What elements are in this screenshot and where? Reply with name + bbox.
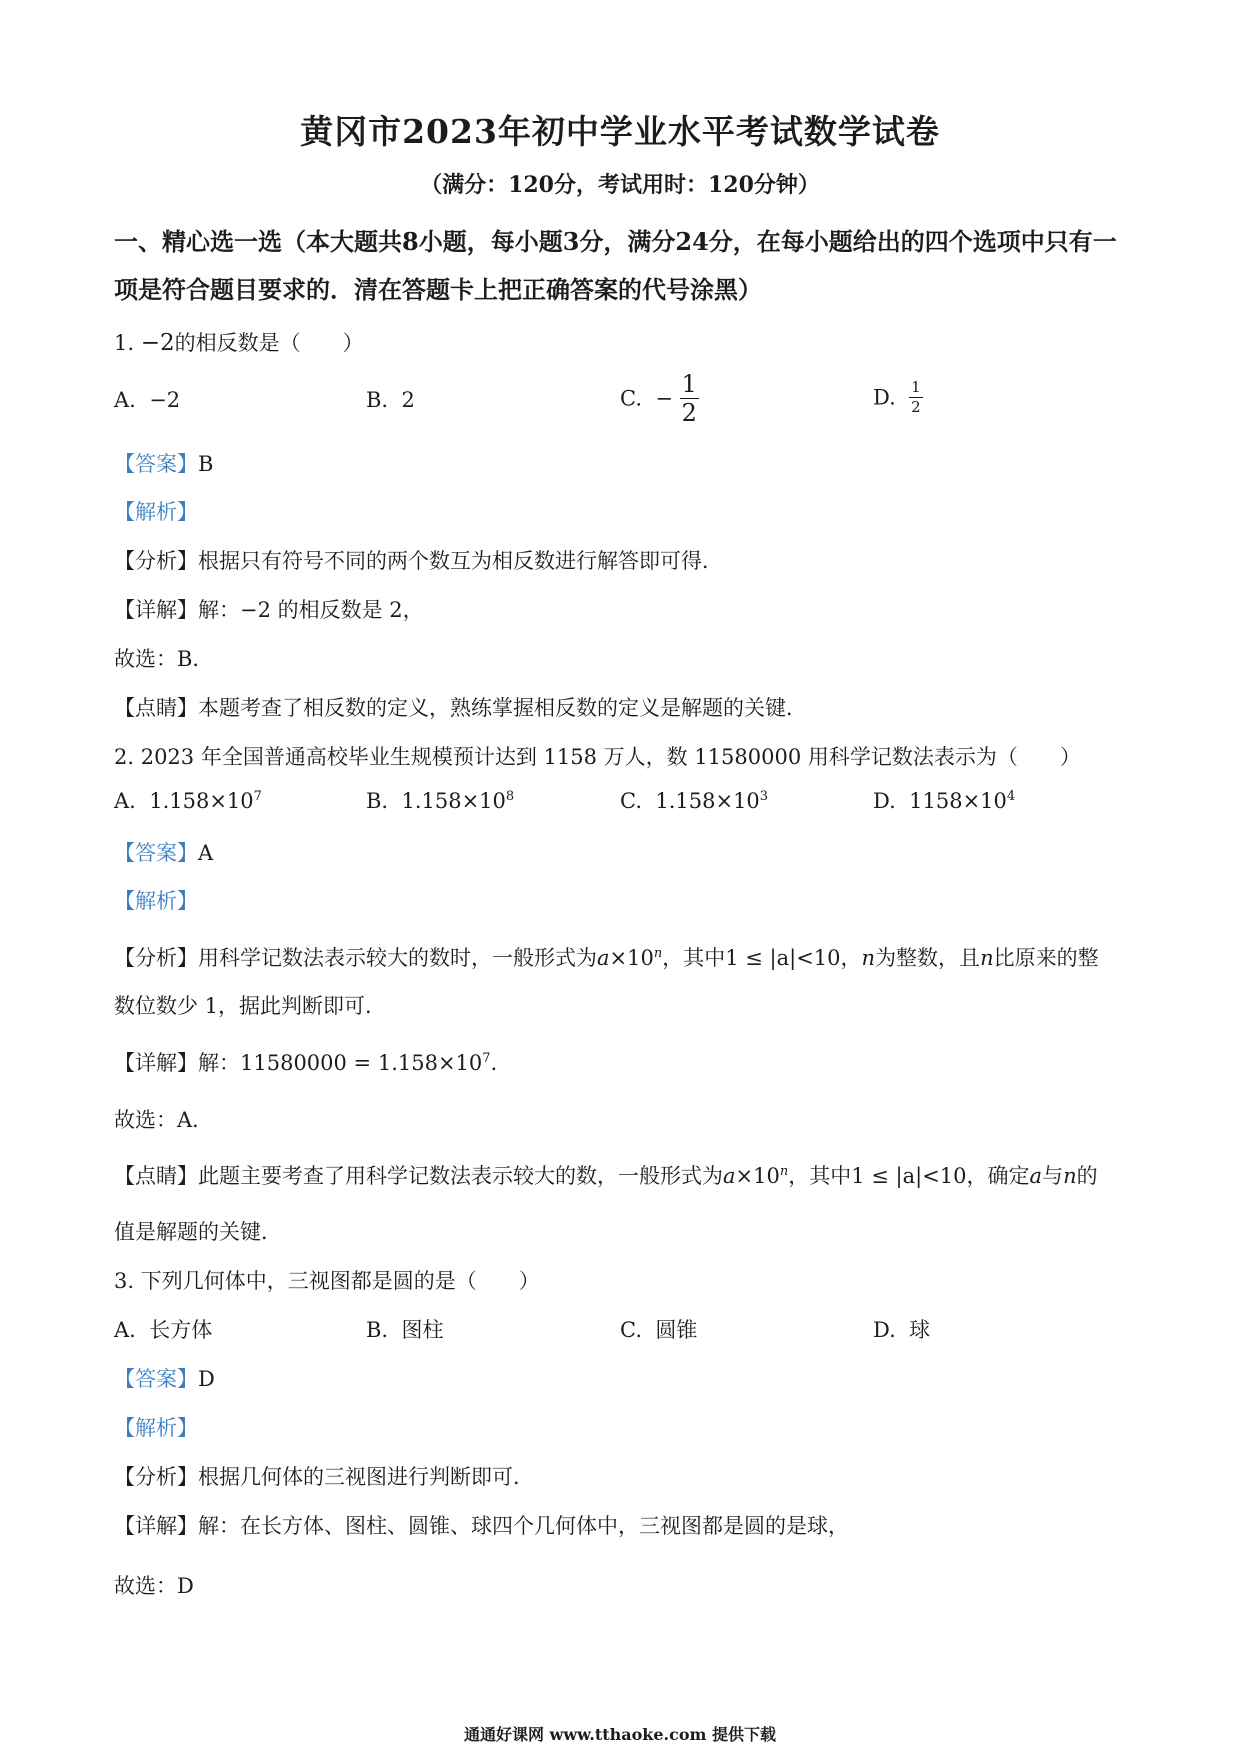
q3-choice: 故选：D: [114, 1574, 194, 1598]
q1-expression: −2: [140, 330, 175, 356]
q3-answer: 【答案】D: [114, 1367, 215, 1391]
q3-detail: 【详解】解：在长方体、图柱、圆锥、球四个几何体中，三视图都是圆的是球，: [114, 1514, 849, 1538]
q1-option-a: A. −2: [114, 388, 181, 412]
q1-jiexi: 【解析】: [114, 500, 198, 524]
q2-detail: 【详解】解：$11580000 = 1.158\times 10^7$．: [114, 1051, 512, 1075]
q1-option-b: B. 2: [366, 388, 415, 412]
q3-jiexi: 【解析】: [114, 1416, 198, 1440]
q2-comment: 【点睛】此题主要考查了用科学记数法表示较大的数，一般形式为$a\times 10^n$，其中1 ≤ |a|<10，确定a与n的: [114, 1164, 1098, 1188]
q1-stem: [114, 327, 364, 357]
q2-comment-line2: 值是解题的关键．: [114, 1220, 282, 1244]
q1-detail: 【详解】解：−2 的相反数是 2，: [114, 598, 424, 622]
q3-option-a: A. 长方体: [114, 1318, 213, 1342]
q3-option-c: C. 圆锥: [620, 1318, 698, 1342]
q2-analysis: 【分析】用科学记数法表示较大的数时，一般形式为$a\times 10^n$，其中1 ≤ |a|<10，n为整数，且n比原来的整: [114, 946, 1099, 970]
q1-option-d: D. $\frac{1}{2}$: [873, 378, 921, 416]
page-subtitle: （满分：120分，考试用时：120分钟）: [420, 172, 820, 198]
q1-comment: 【点睛】本题考查了相反数的定义，熟练掌握相反数的定义是解题的关键．: [114, 696, 807, 720]
q3-analysis: 【分析】根据几何体的三视图进行判断即可．: [114, 1465, 534, 1489]
q1-option-c-fraction: $\frac{1}{2}$: [681, 370, 697, 427]
q1-option-c: C. − $\frac{1}{2}$: [620, 370, 697, 427]
q2-answer: 【答案】A: [114, 841, 214, 865]
q3-option-b: B. 图柱: [366, 1318, 444, 1342]
q1-analysis: 【分析】根据只有符号不同的两个数互为相反数进行解答即可得．: [114, 549, 723, 573]
q2-option-a: A. $1.158\times 10^7$: [114, 789, 262, 813]
q2-stem: 2. 2023 年全国普通高校毕业生规模预计达到 1158 万人，数 11580000 用科学记数法表示为（ ）: [114, 745, 1081, 769]
q1-number: 1.: [114, 331, 135, 355]
section-heading: 一、精心选一选（本大题共8小题，每小题3分，满分24分，在每小题给出的四个选项中只有一项是符合题目要求的．清在答题卡上把正确答案的代号涂黑）: [114, 227, 1117, 304]
q1-option-d-fraction: $\frac{1}{2}$: [911, 378, 921, 416]
q2-choice: 故选：A．: [114, 1108, 214, 1132]
q1-stem-text: 的相反数是（ ）: [174, 331, 364, 355]
q1-answer: 【答案】B: [114, 452, 214, 476]
q2-option-c: C. $1.158\times 10^3$: [620, 789, 769, 813]
q2-jiexi: 【解析】: [114, 889, 198, 913]
q3-stem: 3. 下列几何体中，三视图都是圆的是（ ）: [114, 1269, 540, 1293]
q3-option-d: D. 球: [873, 1318, 931, 1342]
q2-analysis-line2: 数位数少 1，据此判断即可．: [114, 994, 387, 1018]
footer-link[interactable]: 通通好课网 www.tthaoke.com 提供下载: [463, 1725, 777, 1744]
q2-option-d: D. $1158\times 10^4$: [873, 789, 1016, 813]
q1-choice: 故选：B．: [114, 647, 214, 671]
q2-option-b: B. $1.158\times 10^8$: [366, 789, 515, 813]
page-title: 黄冈市2023年初中学业水平考试数学试卷: [300, 112, 940, 151]
